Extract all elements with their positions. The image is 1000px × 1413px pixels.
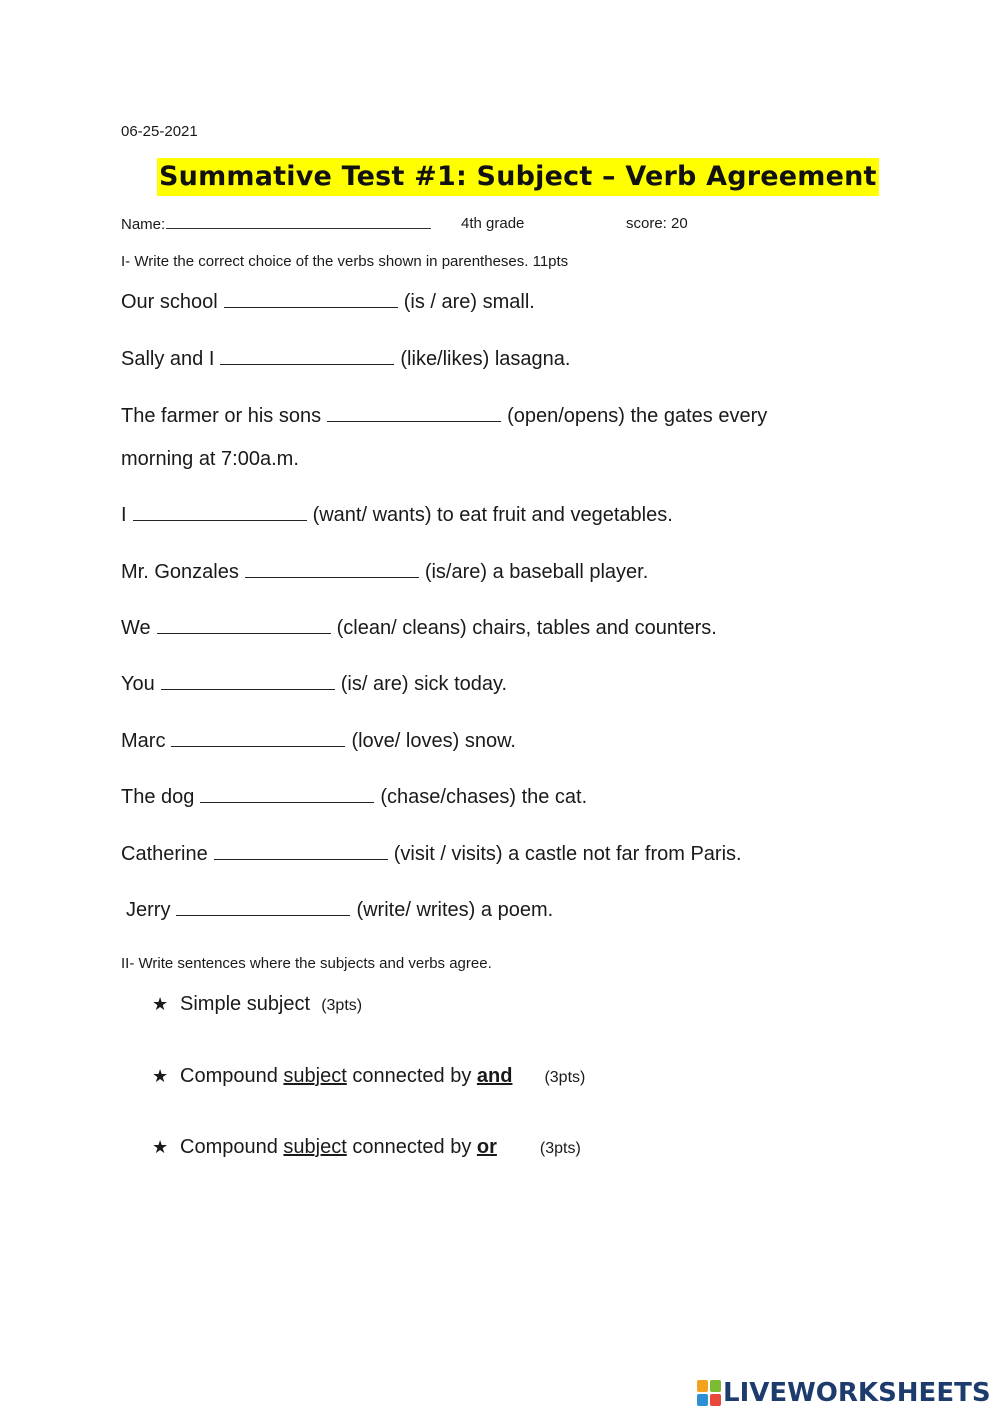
logo-text: LIVEWORKSHEETS — [723, 1378, 991, 1408]
question-2: Sally and I (like/likes) lasagna. — [121, 348, 571, 370]
question-3: The farmer or his sons (open/opens) the gates every — [121, 405, 768, 427]
answer-blank[interactable] — [224, 291, 398, 308]
answer-blank[interactable] — [200, 786, 374, 803]
answer-blank[interactable] — [176, 899, 350, 916]
question-1: Our school (is / are) small. — [121, 291, 535, 313]
date: 06-25-2021 — [121, 123, 198, 140]
score-label: score: 20 — [626, 215, 688, 232]
star-bullet-icon: ★ — [152, 994, 169, 1014]
part2-item-1: ★ Simple subject (3pts) — [152, 993, 363, 1015]
name-field[interactable] — [121, 215, 431, 233]
question-7: You (is/ are) sick today. — [121, 673, 508, 695]
answer-blank[interactable] — [220, 348, 394, 365]
part2-instruction: II- Write sentences where the subjects and verbs agree. — [121, 955, 492, 972]
answer-blank[interactable] — [327, 405, 501, 422]
part2-item-3: ★ Compound subject connected by or (3pts) — [152, 1136, 581, 1158]
part1-instruction: I- Write the correct choice of the verbs shown in parentheses. 11pts — [121, 253, 569, 270]
answer-blank[interactable] — [214, 843, 388, 860]
page-title: Summative Test #1: Subject – Verb Agreement — [157, 158, 879, 196]
question-11: Jerry (write/ writes) a poem. — [126, 899, 554, 921]
question-4: I (want/ wants) to eat fruit and vegetables. — [121, 504, 673, 526]
question-8: Marc (love/ loves) snow. — [121, 730, 516, 752]
question-3-continuation: morning at 7:00a.m. — [121, 448, 299, 470]
name-label: Name: — [121, 216, 166, 233]
answer-blank[interactable] — [171, 730, 345, 747]
part2-item-2: ★ Compound subject connected by and (3pts) — [152, 1065, 586, 1087]
logo-mark-icon — [697, 1380, 721, 1406]
answer-blank[interactable] — [161, 673, 335, 690]
question-5: Mr. Gonzales (is/are) a baseball player. — [121, 561, 649, 583]
liveworksheets-logo — [697, 1378, 991, 1408]
question-9: The dog (chase/chases) the cat. — [121, 786, 588, 808]
question-6: We (clean/ cleans) chairs, tables and counters. — [121, 617, 717, 639]
answer-blank[interactable] — [245, 561, 419, 578]
star-bullet-icon: ★ — [152, 1137, 169, 1157]
answer-blank[interactable] — [157, 617, 331, 634]
name-line[interactable] — [166, 215, 431, 229]
question-10: Catherine (visit / visits) a castle not far from Paris. — [121, 843, 742, 865]
star-bullet-icon: ★ — [152, 1066, 169, 1086]
grade-label: 4th grade — [461, 215, 525, 232]
answer-blank[interactable] — [133, 504, 307, 521]
